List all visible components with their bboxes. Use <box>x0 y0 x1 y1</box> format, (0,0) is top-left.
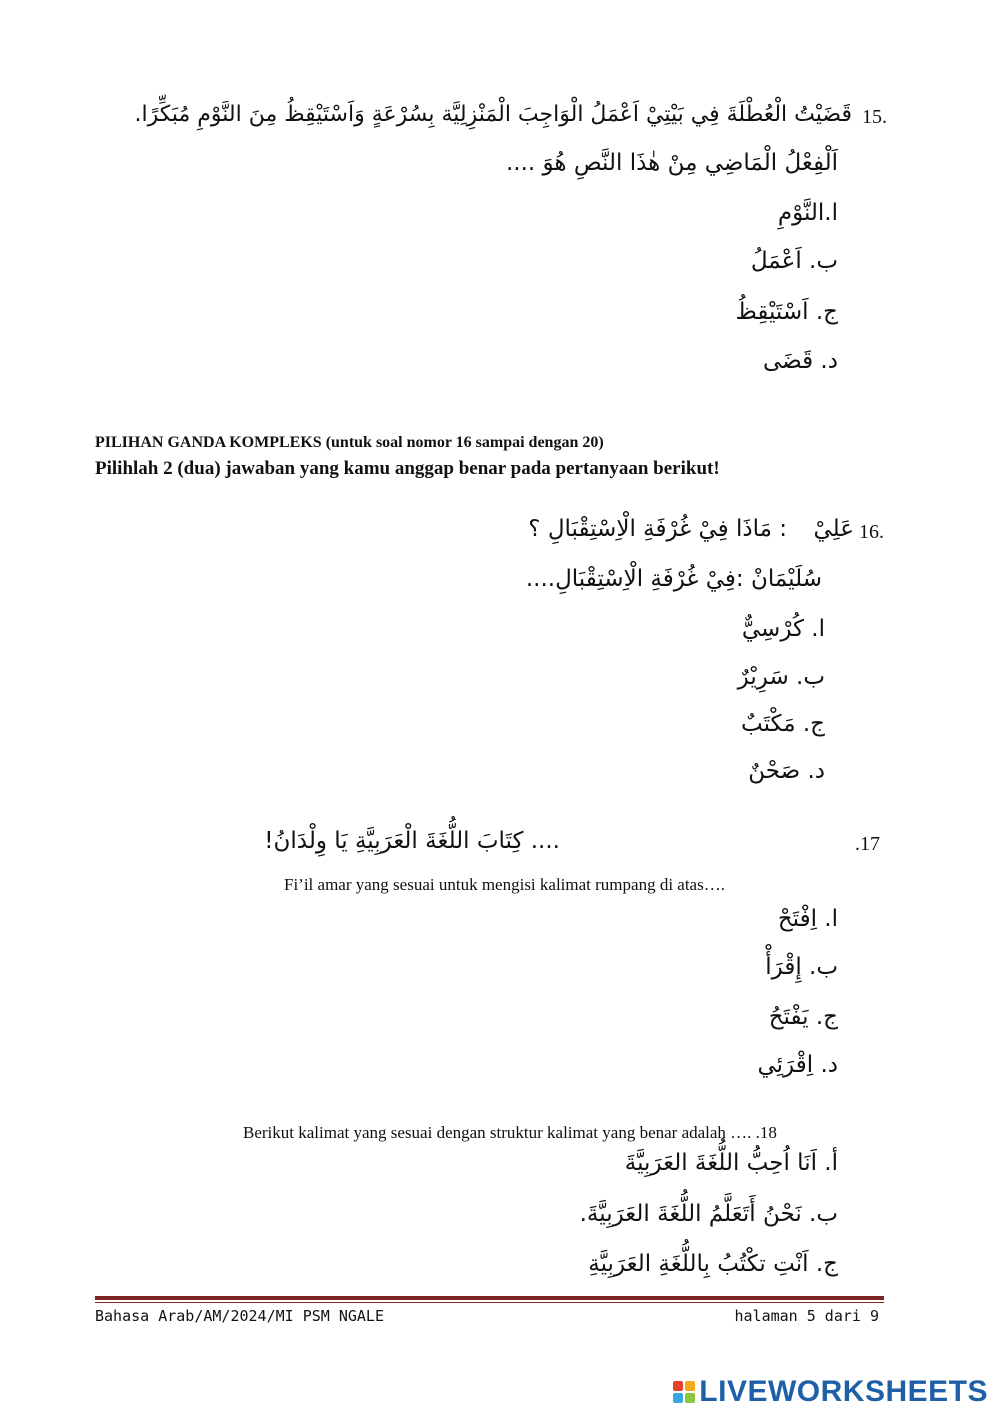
liveworksheets-mark-icon <box>673 1381 695 1403</box>
q17-option-d[interactable]: د. اِقْرَئِي <box>757 1052 838 1078</box>
q16-line2: سُلَيْمَانْ :فِيْ غُرْفَةِ الْاِسْتِقْبَالِ.... <box>525 566 822 592</box>
q17-option-c[interactable]: ج. يَفْتَحُ <box>768 1004 838 1030</box>
logo-tile <box>685 1393 695 1403</box>
footer-left: Bahasa Arab/AM/2024/MI PSM NGALE <box>95 1307 384 1325</box>
q16-number: 16. <box>859 521 884 543</box>
liveworksheets-logo[interactable] <box>673 1377 988 1407</box>
q18-option-a[interactable]: أ. اَنَا اُحِبُّ اللُّغَةَ العَرَبِيَّةَ <box>624 1150 838 1176</box>
q16-speaker1: عَلِيْ <box>813 516 854 542</box>
q16-option-c[interactable]: ج. مَكْتَبٌ <box>740 711 825 737</box>
q16-option-a[interactable]: ا. كُرْسِيٌّ <box>741 616 825 642</box>
q15-question: اَلْفِعْلُ الْمَاضِي مِنْ هٰذَا النَّصِ هُوَ .... <box>505 150 838 176</box>
q18-option-c[interactable]: ج. اَنْتِ تكْتُبُ بِاللُّغَةِ العَرَبِيَّةِ <box>588 1251 838 1277</box>
q16-option-b[interactable]: ب. سَرِيْرٌ <box>737 664 825 690</box>
q18-option-b[interactable]: ب. نَحْنُ أَتَعَلَّمُ اللُّغَةَ العَرَبِيَّةَ. <box>579 1201 838 1227</box>
q16-line1: : مَاذَا فِيْ غُرْفَةِ الْاِسْتِقْبَالِ ؟ <box>528 516 787 542</box>
q15-option-c[interactable]: ج. اَسْتَيْقِظُ <box>735 299 838 325</box>
q15-number: 15. <box>862 106 887 128</box>
logo-tile <box>685 1381 695 1391</box>
section-title: PILIHAN GANDA KOMPLEKS (untuk soal nomor 16 sampai dengan 20) <box>95 434 604 451</box>
q15-option-a[interactable]: ا.النَّوْمِ <box>777 200 838 226</box>
footer-rule-thick <box>95 1296 884 1300</box>
q17-option-b[interactable]: ب. إِقْرَأْ <box>765 954 838 980</box>
q17-option-a[interactable]: ا. اِفْتَحْ <box>777 906 838 932</box>
q17-number: .17 <box>855 833 880 855</box>
q15-option-b[interactable]: ب. اَعْمَلُ <box>750 248 838 274</box>
q17-text: .... كِتَابَ اللُّغَةَ الْعَرَبِيَّةِ يَا وِلْدَانُ! <box>264 828 560 854</box>
logo-tile <box>673 1393 683 1403</box>
q15-option-d[interactable]: د. قَضَى <box>763 348 838 374</box>
section-instruction: Pilihlah 2 (dua) jawaban yang kamu anggap benar pada pertanyaan berikut! <box>95 458 720 479</box>
footer-rule-thin <box>95 1302 884 1303</box>
q17-question: Fi’il amar yang sesuai untuk mengisi kalimat rumpang di atas…. <box>284 875 725 894</box>
logo-text: LIVEWORKSHEETS <box>699 1375 988 1408</box>
q16-option-d[interactable]: د. صَحْنٌ <box>748 758 825 784</box>
q18-question: Berikut kalimat yang sesuai dengan struktur kalimat yang benar adalah …. .18 <box>243 1123 777 1142</box>
footer-right: halaman 5 dari 9 <box>734 1307 879 1325</box>
logo-tile <box>673 1381 683 1391</box>
q15-text: قَضَيْتُ الْعُطْلَةَ فِي بَيْتِيْ اَعْمَلُ الْوَاجِبَ الْمَنْزِلِيَّة بِسُرْعَةٍ وَاَسْتَيْقِظُ مِنَ النَّوْمِ مُبَكِّرًا. <box>134 102 852 127</box>
